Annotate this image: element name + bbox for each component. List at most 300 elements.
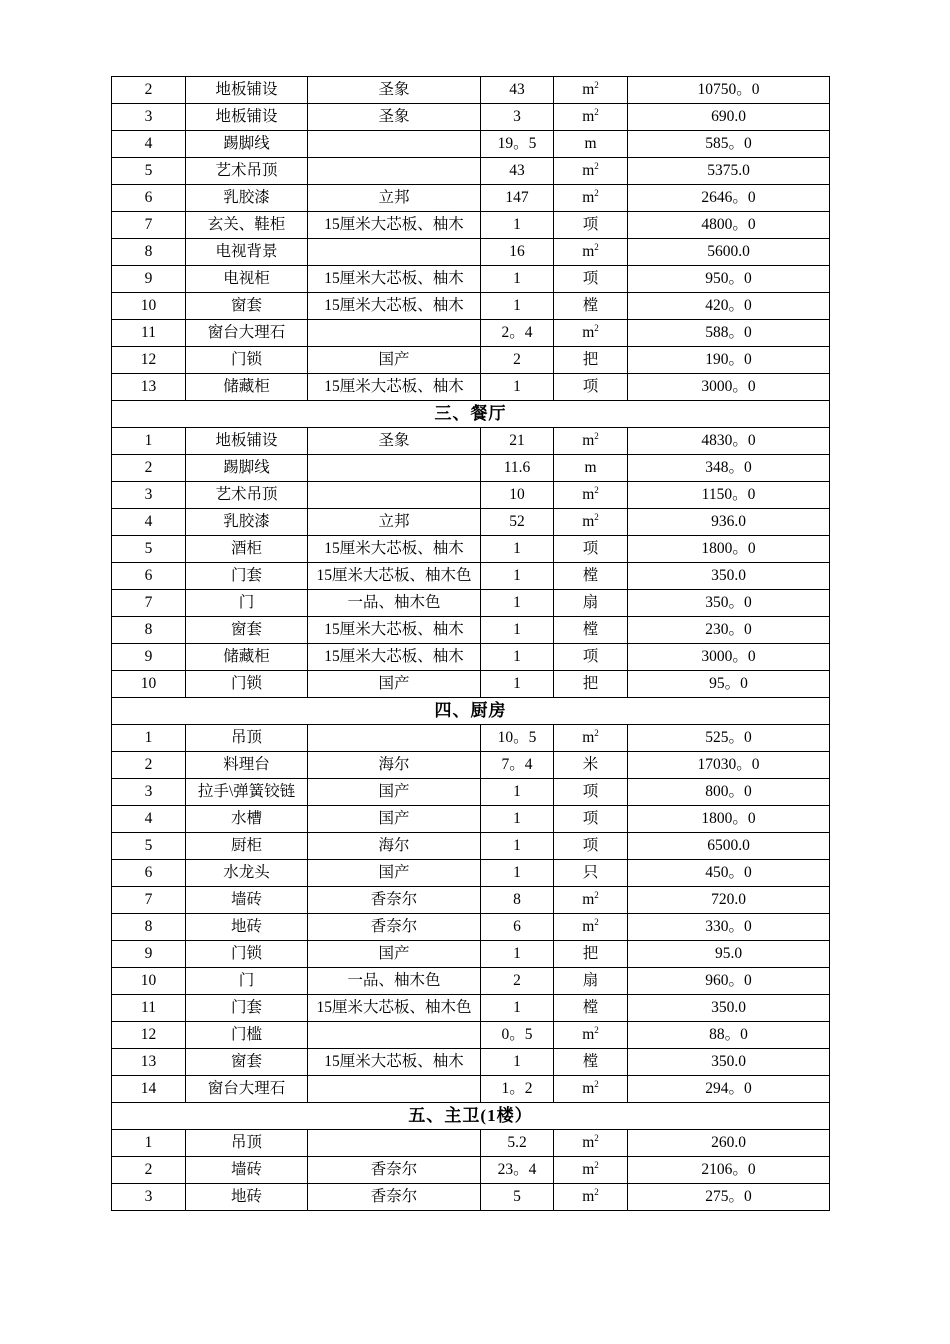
brand-spec-cell — [308, 455, 481, 482]
item-name-cell: 踢脚线 — [186, 131, 308, 158]
brand-spec-cell: 立邦 — [308, 185, 481, 212]
table-row — [112, 752, 830, 779]
unit-text: m — [584, 459, 597, 476]
renovation-budget-table — [111, 76, 830, 1211]
row-number-cell: 13 — [112, 374, 186, 401]
unit-cell — [554, 536, 628, 563]
table-row — [112, 995, 830, 1022]
table-row — [112, 806, 830, 833]
table-row — [112, 563, 830, 590]
row-number-cell: 10 — [112, 968, 186, 995]
quantity-cell: 1 — [481, 293, 554, 320]
quantity-cell: 23。4 — [481, 1157, 554, 1184]
section-title: 五、主卫(1楼） — [112, 1103, 830, 1130]
row-number-cell: 9 — [112, 941, 186, 968]
quantity-cell: 1。2 — [481, 1076, 554, 1103]
unit-cell — [554, 104, 628, 131]
row-number-cell: 8 — [112, 914, 186, 941]
quantity-cell: 6 — [481, 914, 554, 941]
table-row — [112, 725, 830, 752]
unit-cell — [554, 1184, 628, 1211]
item-name-cell: 吊顶 — [186, 725, 308, 752]
table-body — [112, 77, 830, 1211]
table-row — [112, 833, 830, 860]
table-row — [112, 212, 830, 239]
brand-spec-cell: 15厘米大芯板、柚木 — [308, 644, 481, 671]
amount-cell: 294。0 — [628, 1076, 830, 1103]
amount-cell: 690.0 — [628, 104, 830, 131]
item-name-cell: 艺术吊顶 — [186, 158, 308, 185]
unit-text: m — [582, 1161, 595, 1178]
quantity-cell: 1 — [481, 833, 554, 860]
unit-text: 项 — [582, 783, 599, 800]
unit-text: m — [582, 1080, 595, 1097]
unit-cell — [554, 1022, 628, 1049]
section-header-row — [112, 698, 830, 725]
amount-cell: 1800。0 — [628, 536, 830, 563]
amount-cell: 800。0 — [628, 779, 830, 806]
row-number-cell: 6 — [112, 185, 186, 212]
brand-spec-cell: 圣象 — [308, 77, 481, 104]
row-number-cell: 2 — [112, 455, 186, 482]
brand-spec-cell: 国产 — [308, 779, 481, 806]
table-row — [112, 887, 830, 914]
item-name-cell: 水槽 — [186, 806, 308, 833]
item-name-cell: 乳胶漆 — [186, 185, 308, 212]
table-row — [112, 104, 830, 131]
unit-cell — [554, 941, 628, 968]
brand-spec-cell: 国产 — [308, 941, 481, 968]
unit-superscript: 2 — [594, 916, 599, 927]
item-name-cell: 地砖 — [186, 914, 308, 941]
unit-text: m — [582, 1188, 595, 1205]
quantity-cell: 5.2 — [481, 1130, 554, 1157]
section-header-row — [112, 401, 830, 428]
unit-cell — [554, 374, 628, 401]
table-row — [112, 1184, 830, 1211]
unit-cell — [554, 995, 628, 1022]
amount-cell: 350。0 — [628, 590, 830, 617]
row-number-cell: 1 — [112, 1130, 186, 1157]
section-title: 三、餐厅 — [112, 401, 830, 428]
unit-superscript: 2 — [594, 1159, 599, 1170]
amount-cell: 4800。0 — [628, 212, 830, 239]
row-number-cell: 2 — [112, 1157, 186, 1184]
quantity-cell: 0。5 — [481, 1022, 554, 1049]
unit-text: m — [582, 1026, 595, 1043]
unit-text: m — [582, 513, 595, 530]
amount-cell: 4830。0 — [628, 428, 830, 455]
table-row — [112, 320, 830, 347]
unit-superscript: 2 — [594, 1132, 599, 1143]
unit-text: m — [582, 918, 595, 935]
amount-cell: 420。0 — [628, 293, 830, 320]
unit-text: m — [582, 243, 595, 260]
table-row — [112, 779, 830, 806]
unit-text: 项 — [582, 837, 599, 854]
brand-spec-cell: 15厘米大芯板、柚木 — [308, 293, 481, 320]
quantity-cell: 1 — [481, 617, 554, 644]
section-header-row — [112, 1103, 830, 1130]
amount-cell: 17030。0 — [628, 752, 830, 779]
item-name-cell: 门 — [186, 968, 308, 995]
unit-superscript: 2 — [594, 322, 599, 333]
brand-spec-cell: 15厘米大芯板、柚木 — [308, 266, 481, 293]
row-number-cell: 6 — [112, 860, 186, 887]
amount-cell: 10750。0 — [628, 77, 830, 104]
unit-text: m — [582, 1134, 595, 1151]
amount-cell: 330。0 — [628, 914, 830, 941]
quantity-cell: 10。5 — [481, 725, 554, 752]
item-name-cell: 拉手\弹簧铰链 — [186, 779, 308, 806]
unit-text: 樘 — [582, 567, 599, 584]
unit-cell — [554, 752, 628, 779]
row-number-cell: 13 — [112, 1049, 186, 1076]
unit-cell — [554, 914, 628, 941]
unit-cell — [554, 671, 628, 698]
unit-text: 把 — [582, 945, 599, 962]
unit-text: m — [582, 189, 595, 206]
table-row — [112, 860, 830, 887]
item-name-cell: 门锁 — [186, 671, 308, 698]
unit-cell — [554, 1049, 628, 1076]
unit-cell — [554, 266, 628, 293]
item-name-cell: 踢脚线 — [186, 455, 308, 482]
unit-text: m — [582, 162, 595, 179]
item-name-cell: 门锁 — [186, 347, 308, 374]
amount-cell: 350.0 — [628, 995, 830, 1022]
unit-cell — [554, 185, 628, 212]
brand-spec-cell — [308, 482, 481, 509]
unit-text: 项 — [582, 270, 599, 287]
item-name-cell: 地板铺设 — [186, 77, 308, 104]
row-number-cell: 9 — [112, 644, 186, 671]
unit-text: m — [582, 432, 595, 449]
amount-cell: 585。0 — [628, 131, 830, 158]
quantity-cell: 43 — [481, 158, 554, 185]
row-number-cell: 3 — [112, 779, 186, 806]
row-number-cell: 12 — [112, 347, 186, 374]
unit-cell — [554, 1157, 628, 1184]
unit-superscript: 2 — [594, 727, 599, 738]
unit-text: m — [582, 891, 595, 908]
table-row — [112, 1130, 830, 1157]
brand-spec-cell: 国产 — [308, 860, 481, 887]
unit-text: m — [582, 81, 595, 98]
row-number-cell: 3 — [112, 1184, 186, 1211]
unit-cell — [554, 590, 628, 617]
brand-spec-cell: 一品、柚木色 — [308, 590, 481, 617]
amount-cell: 3000。0 — [628, 644, 830, 671]
table-row — [112, 509, 830, 536]
table-row — [112, 482, 830, 509]
item-name-cell: 吊顶 — [186, 1130, 308, 1157]
unit-text: 项 — [582, 540, 599, 557]
unit-cell — [554, 482, 628, 509]
row-number-cell: 9 — [112, 266, 186, 293]
unit-text: 项 — [582, 378, 599, 395]
amount-cell: 450。0 — [628, 860, 830, 887]
item-name-cell: 窗套 — [186, 293, 308, 320]
table-row — [112, 644, 830, 671]
quantity-cell: 10 — [481, 482, 554, 509]
table-row — [112, 158, 830, 185]
quantity-cell: 3 — [481, 104, 554, 131]
unit-text: m — [582, 729, 595, 746]
row-number-cell: 5 — [112, 833, 186, 860]
unit-cell — [554, 158, 628, 185]
table-row — [112, 617, 830, 644]
amount-cell: 588。0 — [628, 320, 830, 347]
section-title: 四、厨房 — [112, 698, 830, 725]
amount-cell: 230。0 — [628, 617, 830, 644]
brand-spec-cell: 15厘米大芯板、柚木 — [308, 212, 481, 239]
item-name-cell: 窗套 — [186, 617, 308, 644]
unit-superscript: 2 — [594, 1024, 599, 1035]
table-row — [112, 671, 830, 698]
brand-spec-cell — [308, 239, 481, 266]
table-row — [112, 590, 830, 617]
amount-cell: 350.0 — [628, 563, 830, 590]
unit-cell — [554, 347, 628, 374]
brand-spec-cell: 圣象 — [308, 104, 481, 131]
unit-cell — [554, 833, 628, 860]
table-row — [112, 536, 830, 563]
row-number-cell: 8 — [112, 617, 186, 644]
amount-cell: 88。0 — [628, 1022, 830, 1049]
table-row — [112, 185, 830, 212]
unit-cell — [554, 806, 628, 833]
brand-spec-cell: 香奈尔 — [308, 914, 481, 941]
unit-cell — [554, 428, 628, 455]
unit-superscript: 2 — [594, 106, 599, 117]
item-name-cell: 电视柜 — [186, 266, 308, 293]
amount-cell: 348。0 — [628, 455, 830, 482]
brand-spec-cell: 国产 — [308, 671, 481, 698]
table-row — [112, 1157, 830, 1184]
table-row — [112, 77, 830, 104]
unit-cell — [554, 1076, 628, 1103]
brand-spec-cell — [308, 1130, 481, 1157]
amount-cell: 3000。0 — [628, 374, 830, 401]
amount-cell: 525。0 — [628, 725, 830, 752]
quantity-cell: 1 — [481, 995, 554, 1022]
quantity-cell: 1 — [481, 266, 554, 293]
table-row — [112, 374, 830, 401]
table-row — [112, 455, 830, 482]
quantity-cell: 2 — [481, 347, 554, 374]
row-number-cell: 10 — [112, 671, 186, 698]
amount-cell: 95。0 — [628, 671, 830, 698]
table-row — [112, 347, 830, 374]
quantity-cell: 1 — [481, 563, 554, 590]
row-number-cell: 6 — [112, 563, 186, 590]
brand-spec-cell: 15厘米大芯板、柚木色 — [308, 563, 481, 590]
unit-cell — [554, 644, 628, 671]
brand-spec-cell: 香奈尔 — [308, 887, 481, 914]
quantity-cell: 1 — [481, 374, 554, 401]
unit-superscript: 2 — [594, 187, 599, 198]
row-number-cell: 10 — [112, 293, 186, 320]
item-name-cell: 储藏柜 — [186, 374, 308, 401]
amount-cell: 1800。0 — [628, 806, 830, 833]
row-number-cell: 11 — [112, 320, 186, 347]
amount-cell: 950。0 — [628, 266, 830, 293]
amount-cell: 960。0 — [628, 968, 830, 995]
quantity-cell: 1 — [481, 536, 554, 563]
table-row — [112, 1022, 830, 1049]
amount-cell: 720.0 — [628, 887, 830, 914]
quantity-cell: 43 — [481, 77, 554, 104]
unit-text: 把 — [582, 675, 599, 692]
row-number-cell: 2 — [112, 752, 186, 779]
item-name-cell: 门套 — [186, 995, 308, 1022]
quantity-cell: 1 — [481, 590, 554, 617]
amount-cell: 6500.0 — [628, 833, 830, 860]
quantity-cell: 147 — [481, 185, 554, 212]
unit-text: m — [582, 324, 595, 341]
unit-cell — [554, 320, 628, 347]
unit-text: 樘 — [582, 297, 599, 314]
brand-spec-cell: 15厘米大芯板、柚木色 — [308, 995, 481, 1022]
row-number-cell: 4 — [112, 509, 186, 536]
amount-cell: 190。0 — [628, 347, 830, 374]
unit-superscript: 2 — [594, 241, 599, 252]
row-number-cell: 11 — [112, 995, 186, 1022]
brand-spec-cell: 国产 — [308, 806, 481, 833]
item-name-cell: 玄关、鞋柜 — [186, 212, 308, 239]
table-row — [112, 266, 830, 293]
unit-cell — [554, 779, 628, 806]
amount-cell: 5600.0 — [628, 239, 830, 266]
item-name-cell: 窗台大理石 — [186, 320, 308, 347]
brand-spec-cell: 海尔 — [308, 752, 481, 779]
quantity-cell: 8 — [481, 887, 554, 914]
brand-spec-cell — [308, 725, 481, 752]
unit-cell — [554, 617, 628, 644]
quantity-cell: 1 — [481, 1049, 554, 1076]
unit-superscript: 2 — [594, 484, 599, 495]
unit-cell — [554, 860, 628, 887]
table-row — [112, 968, 830, 995]
brand-spec-cell — [308, 1076, 481, 1103]
unit-superscript: 2 — [594, 889, 599, 900]
amount-cell: 1150。0 — [628, 482, 830, 509]
unit-superscript: 2 — [594, 79, 599, 90]
item-name-cell: 地板铺设 — [186, 104, 308, 131]
brand-spec-cell: 国产 — [308, 347, 481, 374]
unit-text: 项 — [582, 216, 599, 233]
unit-cell — [554, 509, 628, 536]
item-name-cell: 厨柜 — [186, 833, 308, 860]
item-name-cell: 门套 — [186, 563, 308, 590]
row-number-cell: 8 — [112, 239, 186, 266]
table-row — [112, 941, 830, 968]
unit-cell — [554, 455, 628, 482]
brand-spec-cell — [308, 1022, 481, 1049]
brand-spec-cell: 海尔 — [308, 833, 481, 860]
quantity-cell: 1 — [481, 779, 554, 806]
item-name-cell: 地板铺设 — [186, 428, 308, 455]
quantity-cell: 11.6 — [481, 455, 554, 482]
row-number-cell: 14 — [112, 1076, 186, 1103]
table-row — [112, 131, 830, 158]
quantity-cell: 1 — [481, 941, 554, 968]
unit-cell — [554, 77, 628, 104]
quantity-cell: 1 — [481, 671, 554, 698]
brand-spec-cell: 一品、柚木色 — [308, 968, 481, 995]
item-name-cell: 电视背景 — [186, 239, 308, 266]
amount-cell: 260.0 — [628, 1130, 830, 1157]
unit-superscript: 2 — [594, 511, 599, 522]
unit-text: 樘 — [582, 1053, 599, 1070]
row-number-cell: 7 — [112, 887, 186, 914]
amount-cell: 95.0 — [628, 941, 830, 968]
amount-cell: 936.0 — [628, 509, 830, 536]
row-number-cell: 4 — [112, 131, 186, 158]
unit-cell — [554, 887, 628, 914]
amount-cell: 2646。0 — [628, 185, 830, 212]
quantity-cell: 1 — [481, 644, 554, 671]
item-name-cell: 酒柜 — [186, 536, 308, 563]
row-number-cell: 7 — [112, 590, 186, 617]
unit-text: m — [582, 486, 595, 503]
quantity-cell: 2。4 — [481, 320, 554, 347]
item-name-cell: 窗套 — [186, 1049, 308, 1076]
row-number-cell: 4 — [112, 806, 186, 833]
item-name-cell: 地砖 — [186, 1184, 308, 1211]
amount-cell: 5375.0 — [628, 158, 830, 185]
unit-cell — [554, 239, 628, 266]
brand-spec-cell: 15厘米大芯板、柚木 — [308, 536, 481, 563]
unit-text: m — [582, 108, 595, 125]
item-name-cell: 墙砖 — [186, 887, 308, 914]
row-number-cell: 1 — [112, 725, 186, 752]
item-name-cell: 门锁 — [186, 941, 308, 968]
quantity-cell: 52 — [481, 509, 554, 536]
item-name-cell: 料理台 — [186, 752, 308, 779]
item-name-cell: 水龙头 — [186, 860, 308, 887]
unit-cell — [554, 293, 628, 320]
table-row — [112, 914, 830, 941]
quantity-cell: 19。5 — [481, 131, 554, 158]
brand-spec-cell — [308, 158, 481, 185]
item-name-cell: 艺术吊顶 — [186, 482, 308, 509]
table-row — [112, 293, 830, 320]
unit-superscript: 2 — [594, 1078, 599, 1089]
row-number-cell: 3 — [112, 482, 186, 509]
brand-spec-cell — [308, 320, 481, 347]
unit-cell — [554, 131, 628, 158]
item-name-cell: 储藏柜 — [186, 644, 308, 671]
unit-superscript: 2 — [594, 160, 599, 171]
unit-text: 米 — [582, 756, 599, 773]
item-name-cell: 墙砖 — [186, 1157, 308, 1184]
unit-text: 把 — [582, 351, 599, 368]
quantity-cell: 21 — [481, 428, 554, 455]
row-number-cell: 2 — [112, 77, 186, 104]
quantity-cell: 7。4 — [481, 752, 554, 779]
unit-text: 项 — [582, 810, 599, 827]
row-number-cell: 1 — [112, 428, 186, 455]
brand-spec-cell: 圣象 — [308, 428, 481, 455]
quantity-cell: 16 — [481, 239, 554, 266]
row-number-cell: 5 — [112, 536, 186, 563]
item-name-cell: 门槛 — [186, 1022, 308, 1049]
row-number-cell: 12 — [112, 1022, 186, 1049]
unit-text: 樘 — [582, 999, 599, 1016]
quantity-cell: 5 — [481, 1184, 554, 1211]
